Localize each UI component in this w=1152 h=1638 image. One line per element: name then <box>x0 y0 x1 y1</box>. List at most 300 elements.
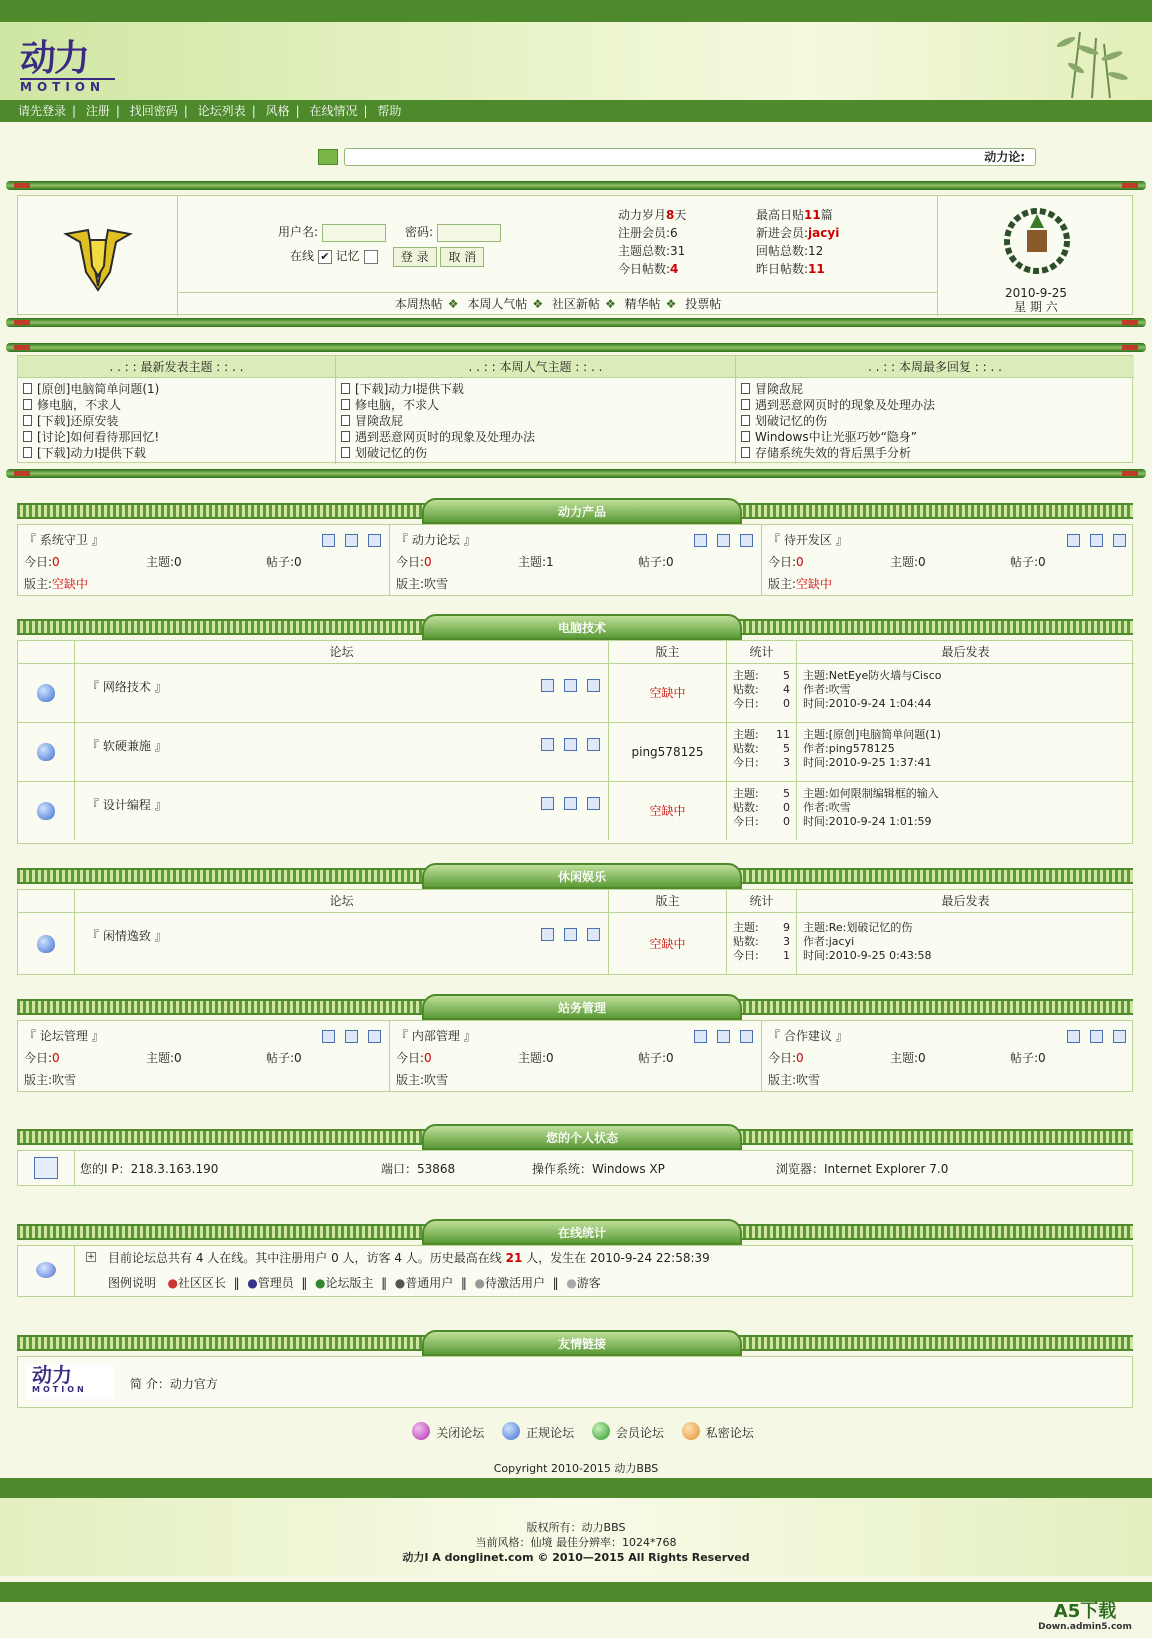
document-icon <box>23 431 32 442</box>
today-value: 0 <box>52 1051 60 1065</box>
last-post-author[interactable]: ping578125 <box>828 742 895 755</box>
moderator-label: 版主: <box>24 577 53 591</box>
divider <box>6 343 1146 352</box>
user-panel <box>17 195 1133 315</box>
last-post-time: 2010-9-24 1:01:59 <box>828 815 932 828</box>
topics-label: 主题: <box>518 555 547 569</box>
list-icon[interactable] <box>368 1030 381 1043</box>
search-icon[interactable] <box>694 1030 707 1043</box>
closed-forum-icon <box>412 1422 430 1440</box>
footer-style: 当前风格：仙境 最佳分辨率：1024*768 <box>475 1536 677 1549</box>
stat-label: 贴数: <box>733 801 759 814</box>
username-label: 用户名: <box>278 225 319 239</box>
nav-register[interactable]: 注册 <box>85 104 110 118</box>
last-post-time: 2010-9-25 1:37:41 <box>828 756 932 769</box>
search-icon[interactable] <box>541 738 554 751</box>
list-item-text: 划破记忆的伤 <box>755 414 828 428</box>
stat-value: 0 <box>783 801 790 814</box>
list-item[interactable] <box>341 413 735 429</box>
posts-value: 0 <box>666 555 674 569</box>
category-tech-table <box>17 640 1133 844</box>
last-post-author[interactable]: jacyi <box>828 935 855 948</box>
stat-value: 3 <box>783 935 790 948</box>
last-post-label: 时间: <box>803 756 829 769</box>
posts-value: 0 <box>294 555 302 569</box>
moderator-user-icon: ● <box>315 1276 326 1290</box>
topics-value: 0 <box>918 555 926 569</box>
footer-bar <box>0 1582 1152 1602</box>
board-cell <box>762 1021 1134 1091</box>
legend-member: 会员论坛 <box>615 1426 664 1440</box>
search-icon[interactable] <box>541 928 554 941</box>
moderator-label: 版主: <box>768 577 797 591</box>
last-post-label: 主题: <box>803 728 829 741</box>
stat-value: 1 <box>783 949 790 962</box>
forum-legend-icons <box>0 1422 1152 1443</box>
online-icon <box>36 1262 56 1278</box>
list-item-text: 冒険敌屁 <box>355 414 404 428</box>
nav-recover-password[interactable]: 找回密码 <box>129 104 178 118</box>
announcement-ticker <box>318 148 1036 166</box>
remember-label: 记忆 <box>335 249 360 263</box>
topics-value: 0 <box>174 555 182 569</box>
category-header-leisure <box>17 863 1133 887</box>
logo-subtext: MOTION <box>20 78 115 94</box>
chart-icon[interactable] <box>345 1030 358 1043</box>
chart-icon[interactable] <box>345 534 358 547</box>
document-icon <box>23 447 32 458</box>
forum-name[interactable]: 『 闲情逸致 』 <box>87 929 167 943</box>
last-post-topic[interactable]: 如何限制编辑框的输入 <box>828 787 939 800</box>
site-header <box>0 22 1152 100</box>
search-icon[interactable] <box>541 679 554 692</box>
posts-label: 帖子: <box>266 555 295 569</box>
stat-yesterday-value: 11 <box>808 262 825 276</box>
forum-status-icon <box>37 802 55 820</box>
board-topics <box>146 1047 182 1069</box>
footer-rights[interactable]: 动力I A donglinet.com © 2010—2015 All Rights Reserved <box>402 1551 750 1564</box>
board-posts <box>638 1047 674 1069</box>
document-icon <box>341 431 350 442</box>
legend-item: 社区区长 <box>177 1276 226 1290</box>
document-icon <box>741 431 750 442</box>
topics-value: 0 <box>174 1051 182 1065</box>
list-item[interactable] <box>23 445 335 461</box>
user-card-icon <box>34 1157 58 1179</box>
chart-icon[interactable] <box>717 1030 730 1043</box>
forum-name[interactable]: 『 软硬兼施 』 <box>87 739 167 753</box>
category-header-admin <box>17 994 1133 1018</box>
stat-label: 贴数: <box>733 742 759 755</box>
list-item[interactable] <box>23 381 335 397</box>
forum-moderator: 空缺中 <box>609 782 727 840</box>
stat-label: 主题: <box>733 921 759 934</box>
online-text: 人，发生在 2010-9-24 22:58:39 <box>526 1251 710 1265</box>
quicknav-vote[interactable]: 投票帖 <box>685 297 722 311</box>
board-name[interactable]: 『 系统守卫 』 <box>24 533 104 547</box>
stat-value: 5 <box>783 669 790 682</box>
personal-status-panel <box>17 1150 1133 1186</box>
document-icon <box>341 383 350 394</box>
list-icon[interactable] <box>740 534 753 547</box>
online-legend: 图例说明 ●社区区长 ‖ ●管理员 ‖ ●论坛版主 ‖ ●普通用户 ‖ ●待激活用户 ‖ ●游客 <box>108 1276 601 1290</box>
search-icon[interactable] <box>322 534 335 547</box>
stat-yesterday-label: 昨日帖数: <box>756 262 809 276</box>
forum-name[interactable]: 『 设计编程 』 <box>87 798 167 812</box>
stat-label: 今日: <box>733 756 759 769</box>
friend-link-intro: 简 介：动力官方 <box>130 1377 218 1391</box>
username-input[interactable] <box>322 224 386 242</box>
stat-age-label: 动力岁月 <box>618 208 667 222</box>
list-icon[interactable] <box>1113 1030 1126 1043</box>
stat-label: 主题: <box>733 669 759 682</box>
moderator-value[interactable]: 吹雪 <box>424 1073 449 1087</box>
col-stats: 统计 <box>727 641 797 663</box>
document-icon <box>741 447 750 458</box>
expand-icon[interactable]: + <box>87 1252 95 1262</box>
search-icon[interactable] <box>1067 1030 1080 1043</box>
quicknav-new[interactable]: 社区新帖 <box>551 297 600 311</box>
chart-icon[interactable] <box>717 534 730 547</box>
document-icon <box>741 399 750 410</box>
top-strip <box>0 0 1152 22</box>
col-moderator: 版主 <box>609 890 727 912</box>
stat-label: 今日: <box>733 949 759 962</box>
list-item-text: [下载]还原安装 <box>37 414 119 428</box>
speaker-icon <box>318 149 338 165</box>
list-item-text: 存储系统失效的背后黑手分析 <box>755 446 912 460</box>
list-item[interactable] <box>741 413 1134 429</box>
board-cell <box>18 1021 390 1091</box>
posts-label: 帖子: <box>266 1051 295 1065</box>
table-row <box>18 663 1134 722</box>
col-forum: 论坛 <box>75 641 609 663</box>
most-replied-title: . . : : 本周最多回复 : : . . <box>736 356 1134 378</box>
recent-topics-panel <box>17 355 1133 463</box>
list-item[interactable] <box>741 445 1134 461</box>
stat-label: 主题: <box>733 728 759 741</box>
stat-value: 0 <box>783 815 790 828</box>
list-icon[interactable] <box>1113 534 1126 547</box>
category-title[interactable]: 休闲娱乐 <box>422 863 742 889</box>
nav-online[interactable]: 在线情况 <box>309 104 358 118</box>
copyright: Copyright 2010-2015 动力BBS <box>493 1462 659 1475</box>
list-icon[interactable] <box>368 534 381 547</box>
category-header-product <box>17 498 1133 522</box>
list-item[interactable] <box>341 381 735 397</box>
stat-replies-label: 回帖总数: <box>756 244 809 258</box>
board-posts <box>1010 551 1046 573</box>
login-form <box>278 221 608 269</box>
board-cell <box>390 1021 762 1091</box>
legend-item: 论坛版主 <box>325 1276 374 1290</box>
today-value: 0 <box>796 1051 804 1065</box>
today-value: 0 <box>424 555 432 569</box>
nav-forum-list[interactable]: 论坛列表 <box>197 104 246 118</box>
board-name[interactable]: 『 动力论坛 』 <box>396 533 476 547</box>
chart-icon[interactable] <box>564 797 577 810</box>
last-post-label: 时间: <box>803 815 829 828</box>
logo-text: 动力 <box>20 37 89 79</box>
list-icon[interactable] <box>587 679 600 692</box>
cancel-button[interactable]: 取 消 <box>440 247 484 267</box>
posts-label: 帖子: <box>638 555 667 569</box>
table-row <box>18 781 1134 840</box>
category-header-online <box>17 1219 1133 1243</box>
legend-closed: 关闭论坛 <box>436 1426 485 1440</box>
quicknav-hot[interactable]: 本周热帖 <box>394 297 443 311</box>
divider <box>6 318 1146 327</box>
stat-value: 0 <box>783 697 790 710</box>
topics-label: 主题: <box>890 555 919 569</box>
board-topics <box>890 1047 926 1069</box>
document-icon <box>341 399 350 410</box>
topics-label: 主题: <box>518 1051 547 1065</box>
last-post-label: 主题: <box>803 787 829 800</box>
online-summary <box>108 1249 710 1266</box>
list-item-text: [原创]电脑简单问题(1) <box>37 382 160 396</box>
chart-icon[interactable] <box>564 679 577 692</box>
col-forum: 论坛 <box>75 890 609 912</box>
list-icon[interactable] <box>587 797 600 810</box>
list-item[interactable] <box>341 397 735 413</box>
search-icon[interactable] <box>694 534 707 547</box>
category-title: 在线统计 <box>422 1219 742 1245</box>
board-cell <box>390 525 762 595</box>
online-checkbox[interactable]: ✔ <box>318 250 332 264</box>
stat-topics-value: 31 <box>670 244 686 258</box>
list-item[interactable] <box>23 397 335 413</box>
document-icon <box>23 415 32 426</box>
member-forum-icon <box>592 1422 610 1440</box>
last-post-label: 作者: <box>803 683 829 696</box>
posts-value: 0 <box>1038 1051 1046 1065</box>
today-label: 今日: <box>24 1051 53 1065</box>
latest-topics-column <box>18 356 336 464</box>
password-label: 密码: <box>404 225 433 239</box>
document-icon <box>23 399 32 410</box>
last-post-label: 作者: <box>803 742 829 755</box>
quicknav-elite[interactable]: 精华帖 <box>624 297 661 311</box>
moderator-value[interactable]: 吹雪 <box>796 1073 821 1087</box>
list-item-text: 冒険敌屁 <box>755 382 804 396</box>
category-title[interactable]: 动力产品 <box>422 498 742 524</box>
stat-today-value: 4 <box>670 262 679 276</box>
list-item[interactable] <box>741 397 1134 413</box>
list-item[interactable] <box>741 381 1134 397</box>
stat-newest-value[interactable]: jacyi <box>808 226 840 240</box>
last-post-label: 主题: <box>803 921 829 934</box>
user-port: 端口：53868 <box>381 1162 456 1176</box>
document-icon <box>341 447 350 458</box>
board-topics <box>146 551 182 573</box>
ticker-bar[interactable] <box>344 148 1036 166</box>
list-icon[interactable] <box>587 928 600 941</box>
list-item-text: Windows中让光驱巧妙“隐身” <box>755 430 918 444</box>
board-posts <box>266 551 302 573</box>
chart-icon[interactable] <box>1090 1030 1103 1043</box>
col-last-post: 最后发表 <box>941 894 990 908</box>
board-posts <box>1010 1047 1046 1069</box>
quicknav-popular[interactable]: 本周人气帖 <box>467 297 528 311</box>
moderator-value[interactable]: 吹雪 <box>52 1073 77 1087</box>
category-title[interactable]: 站务管理 <box>422 994 742 1020</box>
stat-age-value: 8 <box>666 208 675 222</box>
list-item-text: 修电脑，不求人 <box>355 398 440 412</box>
posts-value: 0 <box>294 1051 302 1065</box>
forum-status-icon <box>37 935 55 953</box>
today-value: 0 <box>796 555 804 569</box>
last-post-author[interactable]: 吹雪 <box>828 801 851 814</box>
site-logo[interactable] <box>20 38 135 98</box>
list-item[interactable] <box>23 413 335 429</box>
stat-replies-value: 12 <box>808 244 824 258</box>
chart-icon[interactable] <box>564 928 577 941</box>
search-icon[interactable] <box>1067 534 1080 547</box>
category-title: 友情链接 <box>422 1330 742 1356</box>
friend-link-logo[interactable] <box>26 1365 114 1399</box>
category-product-boards <box>17 524 1133 596</box>
stat-newest-label: 新进会员: <box>756 226 809 240</box>
category-header-links <box>17 1330 1133 1354</box>
wreath-icon <box>1000 204 1074 278</box>
category-header-personal <box>17 1124 1133 1148</box>
board-topics <box>518 551 554 573</box>
search-icon[interactable] <box>541 797 554 810</box>
online-peak: 21 <box>505 1251 523 1265</box>
online-label: 在线 <box>290 249 315 263</box>
login-button[interactable]: 登 录 <box>393 247 437 267</box>
user-browser: 浏览器：Internet Explorer 7.0 <box>776 1162 949 1176</box>
topics-label: 主题: <box>890 1051 919 1065</box>
quick-nav: 本周热帖 ❖ 本周人气帖 ❖ 社区新帖 ❖ 精华帖 ❖ 投票帖 <box>178 292 938 316</box>
stat-today-label: 今日帖数: <box>618 262 671 276</box>
legend-item: 游客 <box>576 1276 601 1290</box>
private-forum-icon <box>682 1422 700 1440</box>
table-header <box>18 890 1134 912</box>
admin-user-icon: ● <box>167 1276 178 1290</box>
posts-label: 帖子: <box>1010 555 1039 569</box>
last-post-label: 作者: <box>803 801 829 814</box>
last-post-topic[interactable]: Re:划破记忆的伤 <box>828 921 913 934</box>
stat-members-value: 6 <box>670 226 678 240</box>
last-post-label: 主题: <box>803 669 829 682</box>
category-admin-boards <box>17 1020 1133 1092</box>
last-post-time: 2010-9-24 1:04:44 <box>828 697 932 710</box>
stat-value: 9 <box>783 921 790 934</box>
topics-value: 0 <box>918 1051 926 1065</box>
category-title: 您的个人状态 <box>422 1124 742 1150</box>
posts-label: 帖子: <box>1010 1051 1039 1065</box>
document-icon <box>741 415 750 426</box>
watermark <box>1030 1602 1140 1636</box>
nav-login[interactable]: 请先登录 <box>18 104 67 118</box>
chart-icon[interactable] <box>1090 534 1103 547</box>
stat-members-label: 注册会员: <box>618 226 671 240</box>
moderator-value: 空缺中 <box>52 577 89 591</box>
list-icon[interactable] <box>740 1030 753 1043</box>
user-os: 操作系统：Windows XP <box>532 1162 665 1176</box>
moderator-value: 空缺中 <box>796 577 833 591</box>
stat-value: 3 <box>783 756 790 769</box>
moderator-value[interactable]: 吹雪 <box>424 577 449 591</box>
board-name[interactable]: 『 待开发区 』 <box>768 533 848 547</box>
friend-links-panel <box>17 1356 1133 1408</box>
current-date: 2010-9-25 <box>1004 286 1068 300</box>
board-cell <box>762 525 1134 595</box>
table-header <box>18 641 1134 663</box>
forum-moderator[interactable]: ping578125 <box>609 723 727 781</box>
search-icon[interactable] <box>322 1030 335 1043</box>
today-value: 0 <box>424 1051 432 1065</box>
moderator-label: 版主: <box>768 1073 797 1087</box>
board-name[interactable]: 『 内部管理 』 <box>396 1029 476 1043</box>
stat-age-unit: 天 <box>674 208 687 222</box>
board-topics <box>890 551 926 573</box>
footer-bar <box>0 1478 1152 1498</box>
list-item-text: [下载]动力I提供下载 <box>355 382 464 396</box>
footer-owner: 版权所有：动力BBS <box>526 1521 626 1534</box>
nav-style[interactable]: 风格 <box>265 104 290 118</box>
stat-maxday-label: 最高日贴 <box>756 208 805 222</box>
chart-icon[interactable] <box>564 738 577 751</box>
guest-user-icon: ● <box>566 1276 577 1290</box>
legend-label: 图例说明 <box>108 1276 157 1290</box>
legend-item: 管理员 <box>257 1276 294 1290</box>
normal-user-icon: ● <box>394 1276 406 1290</box>
regular-forum-icon <box>502 1422 520 1440</box>
divider <box>6 469 1146 478</box>
list-item[interactable] <box>23 429 335 445</box>
board-name[interactable]: 『 合作建议 』 <box>768 1029 848 1043</box>
top-nav: 请先登录 | 注册 | 找回密码 | 论坛列表 | 风格 | 在线情况 | 帮助 <box>0 100 1152 122</box>
online-stats-panel <box>17 1245 1133 1297</box>
last-post-author[interactable]: 吹雪 <box>828 683 851 696</box>
last-post-label: 作者: <box>803 935 829 948</box>
stat-topics-label: 主题总数: <box>618 244 671 258</box>
inactive-user-icon: ● <box>474 1276 486 1290</box>
last-post-topic[interactable]: [原创]电脑简单问题(1) <box>828 728 941 741</box>
list-item-text: 遇到恶意网页时的现象及处理办法 <box>355 430 536 444</box>
today-value: 0 <box>52 555 60 569</box>
ticker-label: 动力论: <box>984 150 1025 164</box>
nav-help[interactable]: 帮助 <box>377 104 402 118</box>
last-post-label: 时间: <box>803 697 829 710</box>
list-item-text: [讨论]如何看待那回忆! <box>37 430 160 444</box>
today-label: 今日: <box>768 555 797 569</box>
list-item-text: 划破记忆的伤 <box>355 446 428 460</box>
latest-topics-title: . . : : 最新发表主题 : : . . <box>18 356 335 378</box>
forum-name[interactable]: 『 网络技术 』 <box>87 680 167 694</box>
document-icon <box>741 383 750 394</box>
remember-checkbox[interactable] <box>364 250 378 264</box>
category-title[interactable]: 电脑技术 <box>422 614 742 640</box>
last-post-topic[interactable]: NetEye防火墙与Cisco <box>828 669 942 682</box>
friend-logo-subtext: MOTION <box>32 1385 87 1394</box>
online-text: 目前论坛总共有 4 人在线。其中注册用户 0 人，访客 4 人。历史最高在线 <box>108 1251 502 1265</box>
today-label: 今日: <box>396 555 425 569</box>
list-item[interactable] <box>341 429 735 445</box>
password-input[interactable] <box>437 224 501 242</box>
most-replied-column <box>736 356 1134 464</box>
list-item[interactable] <box>741 429 1134 445</box>
list-icon[interactable] <box>587 738 600 751</box>
stat-maxday-value: 11 <box>804 208 821 222</box>
board-name[interactable]: 『 论坛管理 』 <box>24 1029 104 1043</box>
stat-label: 主题: <box>733 787 759 800</box>
user-ip: 您的I P：218.3.163.190 <box>80 1162 219 1176</box>
list-item[interactable] <box>341 445 735 461</box>
